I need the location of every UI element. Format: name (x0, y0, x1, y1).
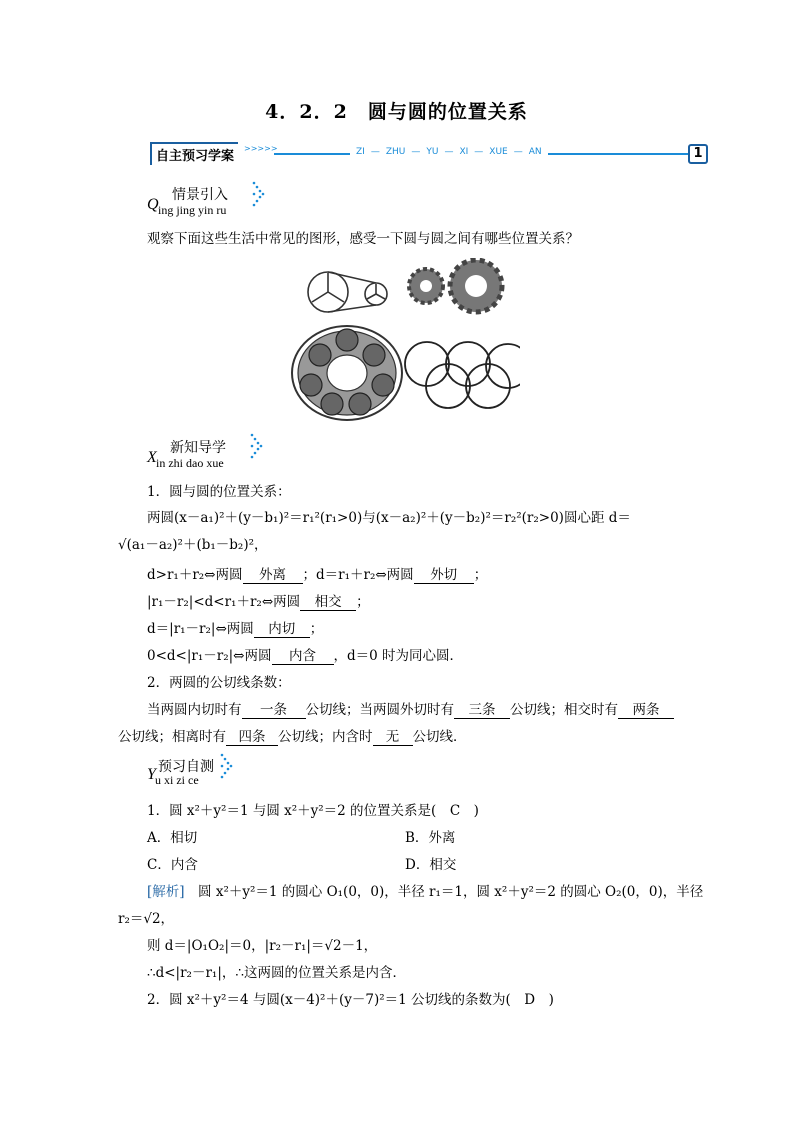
relation-contain: 0<d<|r₁－r₂|⇔两圆 内含 ，d＝0 时为同心圆． (147, 644, 463, 665)
distance-formula: √(a₁－a₂)²＋(b₁－b₂)²， (118, 537, 268, 553)
bearing-figure (292, 326, 402, 420)
section3-pinyin: u xi zi ce (155, 773, 199, 787)
option-b: B．外离 (405, 830, 456, 846)
section1-title: 情景引入 (172, 187, 228, 203)
answer-blank: 内含 (272, 644, 334, 665)
answer-blank: 三条 (454, 698, 510, 719)
olympic-rings-figure (405, 342, 520, 408)
chevron-icon (218, 752, 236, 784)
answer-blank: 四条 (226, 725, 278, 746)
section3-title: 预习自测 (158, 759, 214, 775)
question-2-stem: 2．圆 x²＋y²＝4 与圆(x－4)²＋(y－7)²＝1 公切线的条数为( D ) (147, 992, 554, 1008)
analysis-line-1: [解析] 圆 x²＋y²＝1 的圆心 O₁(0，0)，半径 r₁＝1，圆 x²＋y²＝2 的圆心 O₂(0，0)，半径 (147, 884, 704, 900)
section2-letter: X (147, 449, 157, 466)
option-a: A．相切 (147, 830, 198, 846)
section2-title: 新知导学 (170, 440, 226, 456)
relation-internal-tangent: d＝|r₁－r₂|⇔两圆 内切 ； (147, 617, 323, 638)
banner-number: 1 (688, 144, 708, 164)
relation-external: d>r₁＋r₂⇔两圆 外离 ；d＝r₁＋r₂⇔两圆 外切 ； (147, 563, 487, 584)
knowledge-para: 两圆(x－a₁)²＋(y－b₁)²＝r₁²(r₁>0)与(x－a₂)²＋(y－b₂)²＝r₂²(r₂>0)圆心距 d＝ (147, 510, 631, 526)
answer-blank: 两条 (618, 698, 674, 719)
answer-blank: 相交 (300, 590, 356, 611)
belt-pulley-figure (308, 272, 387, 312)
option-c: C．内含 (147, 857, 198, 873)
page-title: 4．2．2 圆与圆的位置关系 (265, 101, 528, 123)
answer-blank: 外切 (414, 563, 474, 584)
option-d: D．相交 (405, 857, 457, 873)
banner-pinyin: ZI — ZHU — YU — XI — XUE — AN (350, 147, 548, 157)
question-1-stem: 1．圆 x²＋y²＝1 与圆 x²＋y²＝2 的位置关系是( C ) (147, 803, 479, 819)
relation-intersect: |r₁－r₂|<d<r₁＋r₂⇔两圆 相交 ； (147, 590, 370, 611)
knowledge-heading-2: 2．两圆的公切线条数： (147, 675, 291, 691)
answer-blank: 无 (373, 725, 413, 746)
gears-figure (409, 260, 502, 312)
analysis-line-4: ∴d<|r₂－r₁|，∴这两圆的位置关系是内含． (147, 965, 406, 981)
intro-text: 观察下面这些生活中常见的图形，感受一下圆与圆之间有哪些位置关系？ (147, 231, 579, 247)
section1-pinyin: ing jing yin ru (158, 203, 227, 217)
banner-label: 自主预习学案 (150, 142, 238, 165)
section1-letter: Q (147, 196, 159, 213)
section2-pinyin: in zhi dao xue (156, 456, 224, 470)
knowledge-heading-1: 1．圆与圆的位置关系： (147, 484, 291, 500)
answer-blank: 一条 (242, 698, 306, 719)
chevron-icon (250, 180, 268, 212)
circles-illustration (290, 258, 520, 428)
answer-blank: 外离 (243, 563, 303, 584)
tangent-count-line-2: 公切线；相离时有 四条 公切线；内含时 无 公切线． (118, 725, 467, 746)
section3-letter: Y (147, 766, 156, 783)
analysis-line-3: 则 d＝|O₁O₂|＝0，|r₂－r₁|＝√2－1， (147, 938, 378, 954)
analysis-line-2: r₂＝√2， (118, 911, 175, 927)
analysis-tag: [解析] (147, 884, 185, 900)
banner-arrows: >>>>> (244, 144, 278, 153)
tangent-count-line-1: 当两圆内切时有 一条 公切线；当两圆外切时有 三条 公切线；相交时有 两条 (147, 698, 674, 719)
answer-blank: 内切 (254, 617, 310, 638)
chevron-icon (248, 432, 266, 464)
